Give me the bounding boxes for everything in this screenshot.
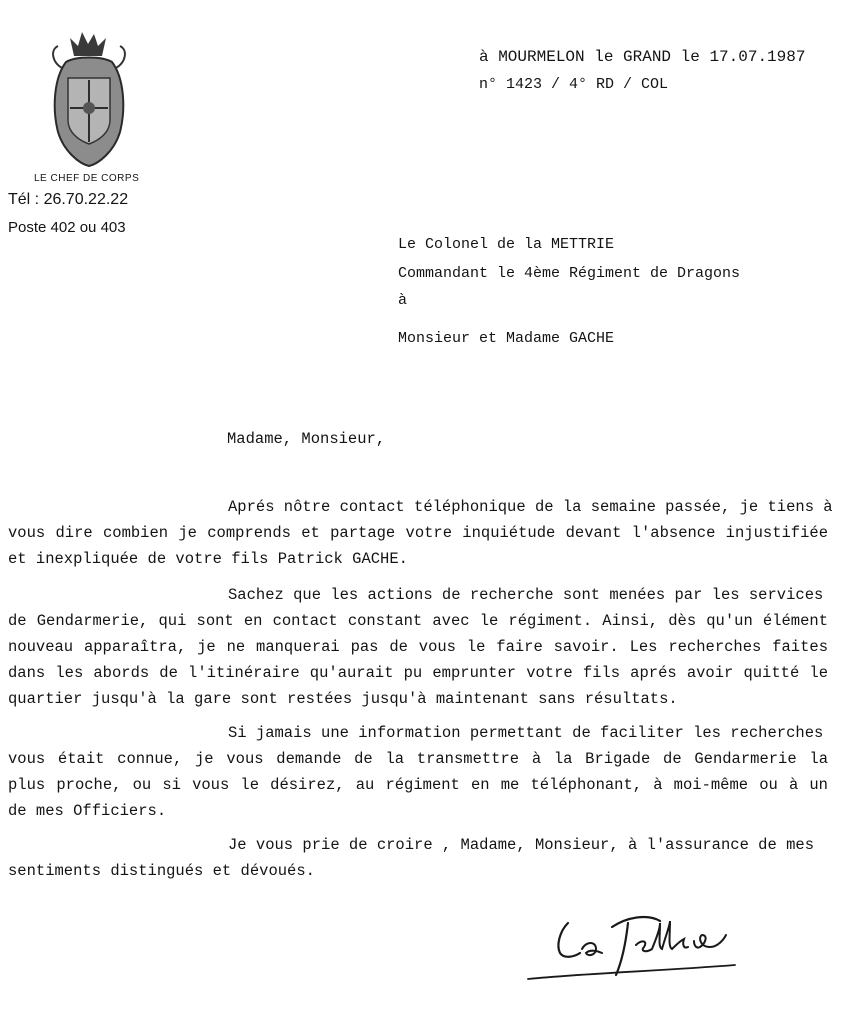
paragraph-line: Si jamais une information permettant de faciliter les recherches <box>228 724 824 742</box>
paragraph-line: et inexpliquée de votre fils Patrick GACHE. <box>8 550 408 568</box>
paragraph-4 <box>8 832 828 884</box>
paragraph-line: nouveau apparaîtra, je ne manquerai pas de vous le faire savoir. Les recherches faites <box>8 638 828 656</box>
address-to-word: à <box>398 292 408 309</box>
paragraph-line: Je vous prie de croire , Madame, Monsieur, à l'assurance de mes <box>228 836 814 854</box>
salutation: Madame, Monsieur, <box>227 430 386 448</box>
paragraph-line: plus proche, ou si vous le désirez, au régiment en me téléphonant, à moi-même ou à un <box>8 776 828 794</box>
extension-number: Poste 402 ou 403 <box>8 219 126 236</box>
chef-de-corps-label: LE CHEF DE CORPS <box>34 173 140 184</box>
paragraph-line: quartier jusqu'à la gare sont restées jusqu'à maintenant sans résultats. <box>8 690 678 708</box>
paragraph-3 <box>8 720 828 824</box>
handwritten-signature <box>520 905 750 985</box>
place-date: à MOURMELON le GRAND le 17.07.1987 <box>479 48 806 66</box>
sender-title: Commandant le 4ème Régiment de Dragons <box>398 265 741 282</box>
regimental-crest-icon <box>44 28 134 168</box>
paragraph-line: vous était connue, je vous demande de la transmettre à la Brigade de Gendarmerie la <box>8 750 828 768</box>
telephone-number: Tél : 26.70.22.22 <box>8 191 129 208</box>
paragraph-line: sentiments distingués et dévoués. <box>8 862 315 880</box>
paragraph-line: dans les abords de l'itinéraire qu'aurait pu emprunter votre fils aprés avoir quitté le <box>8 664 828 682</box>
paragraph-line: vous dire combien je comprends et partage votre inquiétude devant l'absence injustifiée <box>8 524 828 542</box>
paragraph-line: Sachez que les actions de recherche sont menées par les services <box>228 586 824 604</box>
paragraph-1 <box>8 494 833 572</box>
paragraph-2 <box>8 582 828 712</box>
sender-name: Le Colonel de la METTRIE <box>398 236 615 253</box>
paragraph-line: de Gendarmerie, qui sont en contact constant avec le régiment. Ainsi, dès qu'un élément <box>8 612 828 630</box>
recipient-name: Monsieur et Madame GACHE <box>398 330 615 347</box>
paragraph-line: de mes Officiers. <box>8 802 167 820</box>
paragraph-line: Aprés nôtre contact téléphonique de la semaine passée, je tiens à <box>228 498 833 516</box>
reference-number: n° 1423 / 4° RD / COL <box>479 76 669 93</box>
